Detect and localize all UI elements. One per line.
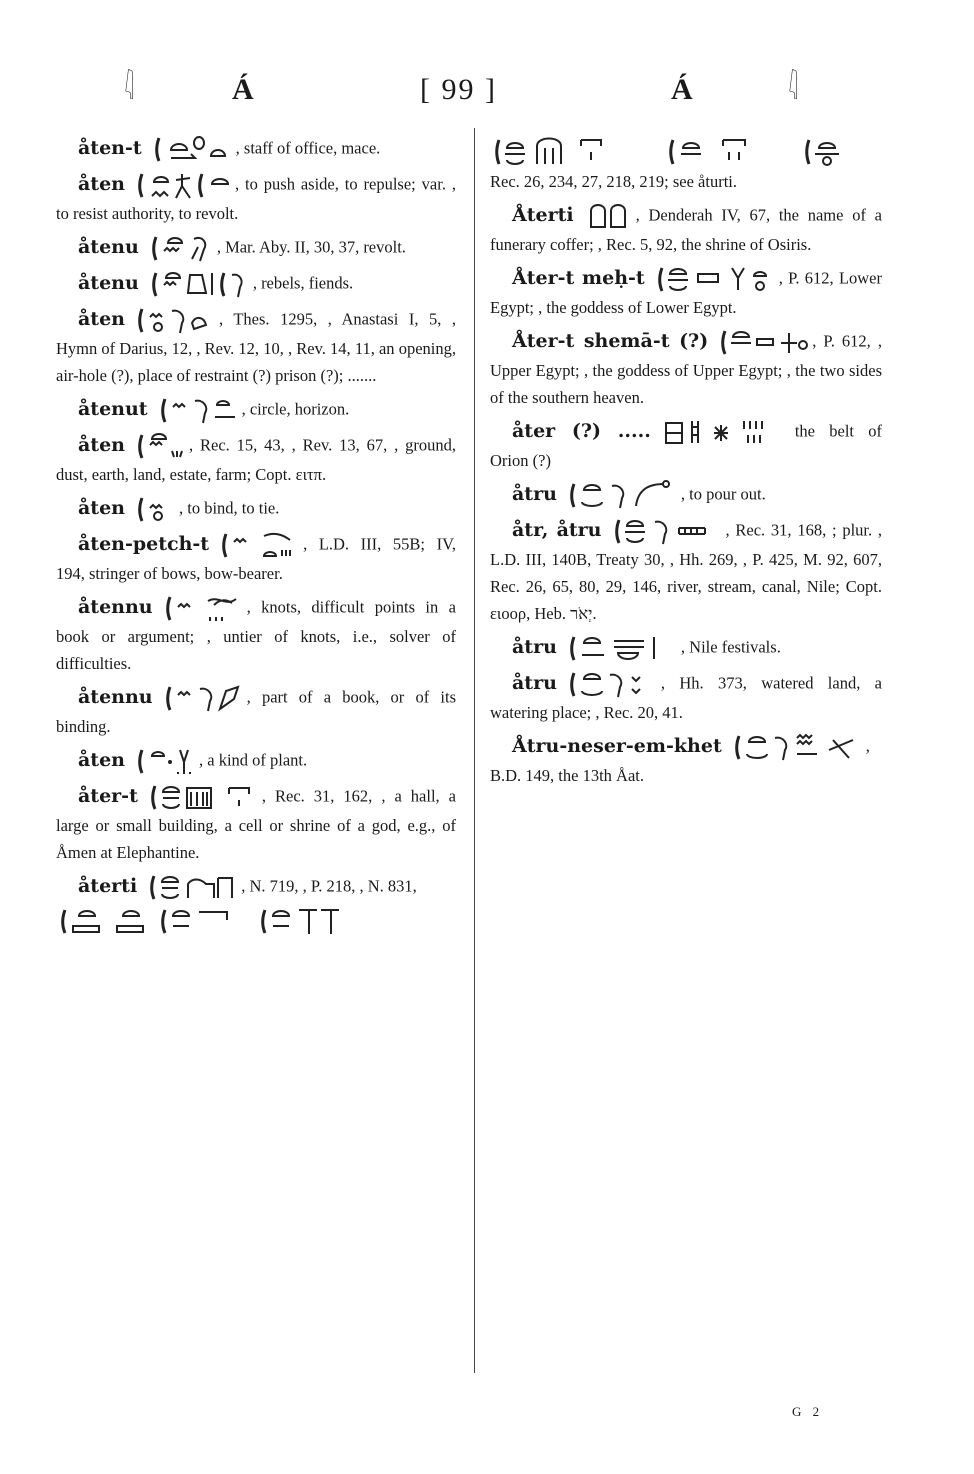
dictionary-entry	[56, 233, 456, 263]
left-column	[56, 134, 456, 936]
hieroglyph-group-icon	[656, 264, 776, 294]
entry-headword: åtru	[512, 635, 557, 658]
hieroglyph-group-icon	[136, 170, 232, 200]
hieroglyph-group-icon	[164, 683, 244, 713]
hieroglyph-group-icon	[150, 233, 214, 263]
dictionary-entry	[490, 417, 882, 474]
entry-gloss: , a kind of plant.	[199, 750, 308, 770]
hieroglyph-group-icon	[136, 305, 216, 335]
entry-headword: åtru	[512, 482, 557, 505]
dictionary-entry	[490, 168, 882, 195]
entry-gloss: , staff of office, mace.	[235, 138, 381, 158]
hieroglyph-group-icon	[136, 494, 176, 524]
entry-gloss: , Rec. 31, 162, , a hall, a large or small building, a cell or shrine of a god, e.g., of Åmen at Elephantine.	[56, 786, 456, 862]
dictionary-entry	[56, 134, 456, 164]
hieroglyph-line	[490, 134, 882, 168]
dictionary-entry	[490, 327, 882, 411]
entry-gloss: , rebels, fiends.	[252, 273, 354, 293]
dictionary-entry	[56, 782, 456, 866]
entry-headword: åter (?) .....	[512, 419, 651, 442]
hieroglyph-group-icon	[662, 417, 792, 447]
column-divider	[474, 128, 475, 1373]
dictionary-entry	[490, 201, 882, 258]
hieroglyph-group-icon	[150, 269, 250, 299]
dictionary-entry	[56, 395, 456, 425]
entry-headword: åtenu	[78, 271, 139, 294]
entry-gloss: , knots, difficult points in a book or argument; , untier of knots, i.e., solver of difficulties.	[56, 597, 456, 673]
entry-gloss: , B.D. 149, the 13th Åat.	[490, 736, 870, 785]
entry-gloss: the belt of Orion (?)	[490, 421, 882, 470]
dictionary-entry	[56, 431, 456, 488]
hieroglyph-group-icon	[153, 134, 233, 164]
entry-gloss: , L.D. III, 55B; IV, 194, stringer of bows, bow-bearer.	[56, 534, 456, 583]
entry-headword: åtru	[512, 671, 557, 694]
entry-gloss: , to pour out.	[680, 484, 766, 504]
dictionary-entry	[56, 593, 456, 677]
hieroglyph-group-icon	[733, 732, 863, 762]
dictionary-entry	[56, 494, 456, 524]
dictionary-entry	[490, 264, 882, 321]
entry-gloss: , Rec. 31, 168, ; plur. , L.D. III, 140B, Treaty 30, , Hh. 269, , P. 425, M. 92, 607, Rec. 26, 65, 80, 29, 146, river, stream, canal, Nile; Copt. ειοορ, Heb. יְאֹר.	[490, 520, 882, 623]
entry-headword: Åter-t meḥ-t	[512, 266, 645, 289]
entry-gloss: , Rec. 15, 43, , Rev. 13, 67, , ground, dust, earth, land, estate, farm; Copt. ειτπ.	[56, 435, 456, 484]
header-letter-left: Á	[232, 73, 254, 106]
hieroglyph-group-icon	[613, 516, 723, 546]
page-number: [ 99 ]	[420, 73, 497, 106]
entry-gloss: , circle, horizon.	[241, 399, 350, 419]
dictionary-entry	[490, 516, 882, 627]
entry-headword: Åtru-neser-em-khet	[512, 734, 722, 757]
entry-gloss: , Nile festivals.	[680, 637, 781, 657]
header-letter-right: Á	[671, 73, 693, 106]
entry-headword: åtenut	[78, 397, 148, 420]
entry-headword: åten	[78, 172, 125, 195]
header-reed-glyph-left: 𓇋	[124, 73, 135, 106]
entry-headword: åten-t	[78, 136, 142, 159]
header-reed-glyph-right: 𓇋	[788, 73, 799, 106]
entry-headword: åten	[78, 748, 125, 771]
entry-headword: åten	[78, 496, 125, 519]
entry-gloss: , to bind, to tie.	[179, 498, 280, 518]
entry-headword: åtennu	[78, 595, 153, 618]
entry-gloss: , to push aside, to repulse; var. , to resist authority, to revolt.	[56, 174, 456, 223]
dictionary-entry	[56, 305, 456, 389]
hieroglyph-group-icon	[493, 134, 883, 168]
hieroglyph-group-icon	[149, 782, 259, 812]
entry-gloss: , Thes. 1295, , Anastasi I, 5, , Hymn of Darius, 12, , Rev. 12, 10, , Rev. 14, 11, an opening, air-hole (?), place of restraint (?) prison (?); .......	[56, 309, 456, 385]
entry-headword: åtr, åtru	[512, 518, 602, 541]
hieroglyph-group-icon	[568, 669, 658, 699]
entry-headword: åtennu	[78, 685, 153, 708]
entry-headword: åter-t	[78, 784, 138, 807]
dictionary-entry	[56, 170, 456, 227]
dictionary-entry	[56, 872, 456, 902]
hieroglyph-group-icon	[136, 431, 186, 461]
dictionary-entry	[490, 633, 882, 663]
hieroglyph-line	[56, 906, 456, 936]
hieroglyph-group-icon	[568, 480, 678, 510]
dictionary-entry	[56, 530, 456, 587]
hieroglyph-group-icon	[136, 746, 196, 776]
entry-gloss: , P. 612, , Upper Egypt; , the goddess of Upper Egypt; , the two sides of the southern heaven.	[490, 331, 882, 407]
dictionary-entry	[56, 269, 456, 299]
entry-headword: Återti	[512, 203, 574, 226]
entry-headword: åten-petch-t	[78, 532, 210, 555]
entry-headword: Åter-t shemā-t (?)	[512, 329, 709, 352]
entry-gloss: , Denderah IV, 67, the name of a funerary coffer; , Rec. 5, 92, the shrine of Osiris.	[490, 205, 882, 254]
entry-headword: återti	[78, 874, 138, 897]
right-column	[490, 134, 882, 789]
dictionary-entry	[490, 480, 882, 510]
dictionary-entry	[490, 669, 882, 726]
entry-headword: åten	[78, 433, 125, 456]
signature-mark: G 2	[792, 1404, 824, 1419]
hieroglyph-group-icon	[585, 201, 633, 231]
dictionary-entry	[56, 746, 456, 776]
dictionary-entry	[56, 683, 456, 740]
hieroglyph-group-icon	[568, 633, 678, 663]
hieroglyph-group-icon	[220, 530, 300, 560]
hieroglyph-group-icon	[159, 395, 239, 425]
hieroglyph-group-icon	[719, 327, 809, 357]
dictionary-entry	[490, 732, 882, 789]
entry-gloss: , Mar. Aby. II, 30, 37, revolt.	[216, 237, 406, 257]
hieroglyph-group-icon	[164, 593, 244, 623]
entry-gloss: , Hh. 373, watered land, a watering place; , Rec. 20, 41.	[490, 673, 882, 722]
entry-gloss: , P. 612, Lower Egypt; , the goddess of Lower Egypt.	[490, 268, 883, 317]
entry-gloss: , part of a book, or of its binding.	[56, 687, 456, 736]
entry-headword: åten	[78, 307, 125, 330]
hieroglyph-group-icon	[148, 872, 238, 902]
hieroglyph-group-icon	[59, 906, 449, 936]
entry-gloss: Rec. 26, 234, 27, 218, 219; see åturti.	[490, 172, 738, 191]
entry-headword: åtenu	[78, 235, 139, 258]
entry-gloss: , N. 719, , P. 218, , N. 831,	[241, 876, 417, 896]
